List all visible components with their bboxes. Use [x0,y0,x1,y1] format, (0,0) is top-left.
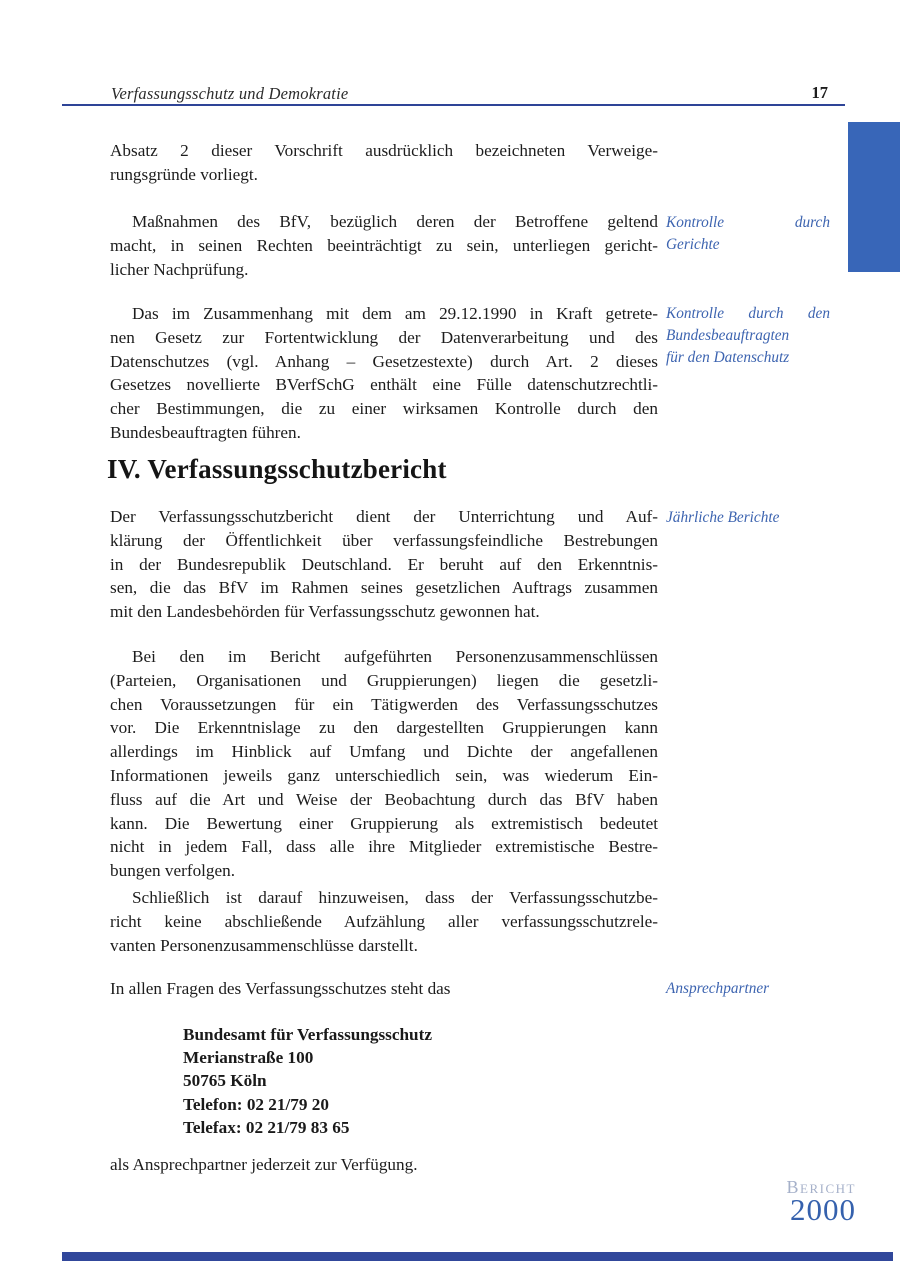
text-line: in der Bundesrepublik Deutschland. Er beruht auf den Erkenntnis- [110,554,658,574]
bericht-2000-logo [696,1178,856,1225]
margin-note [666,303,830,368]
text-line: für den Datenschutz [666,348,790,366]
text-line: Datenschutzes (vgl. Anhang – Gesetzestexte) durch Art. 2 dieses [110,351,658,371]
text-line: Das im Zusammenhang mit dem am 29.12.1990 in Kraft getrete- [132,304,658,323]
margin-note [666,212,830,256]
text-line: bungen verfolgen. [110,861,236,881]
paragraph [110,886,658,957]
footer-bar [62,1252,893,1261]
text-line: macht, in seinen Rechten beeinträchtigt zu sein, unterliegen gericht- [110,235,658,255]
header-rule [62,104,845,106]
text-line: Kontrolle durch den [666,305,830,322]
text-line: Gerichte [666,235,720,253]
text-line: fluss auf die Art und Weise der Beobachtung durch das BfV haben [110,789,658,809]
text-line: (Parteien, Organisationen und Gruppierungen) liegen die gesetzli- [110,670,658,690]
text-line: vanten Personenzusammenschlüsse darstellt. [110,935,418,955]
closing-line: als Ansprechpartner jederzeit zur Verfügung. [110,1155,418,1174]
address-block [183,1023,432,1139]
paragraph [110,210,658,281]
text-line: Jährliche Berichte [666,509,780,526]
text-line: chen Voraussetzungen für ein Tätigwerden des Verfassungsschutzes [110,694,658,714]
paragraph [110,139,658,187]
text-line: Telefon: 02 21/79 20 [183,1094,329,1114]
text-line: nicht in jedem Fall, dass alle ihre Mitglieder extremistische Bestre- [110,837,658,857]
text-line: licher Nachprüfung. [110,259,249,279]
text-line: nen Gesetz zur Fortentwicklung der Datenverarbeitung und des [110,327,658,347]
text-line: Gesetzes novellierte BVerfSchG enthält eine Fülle datenschutzrechtli- [110,375,658,395]
text-line: Bundesbeauftragten [666,326,790,344]
text-line: Absatz 2 dieser Vorschrift ausdrücklich bezeichneten Verweige- [110,141,658,160]
running-header-title: Verfassungsschutz und Demokratie [111,84,349,103]
text-line: Bei den im Bericht aufgeführten Personenzusammenschlüssen [132,647,658,666]
logo-year-text: 2000 [790,1192,856,1227]
text-line: Schließlich ist darauf hinzuweisen, dass der Verfassungsschutzbe- [132,888,658,907]
margin-note [666,978,830,1000]
margin-note [666,507,830,529]
text-line: vor. Die Erkenntnislage zu den dargestellten Gruppierungen kann [110,718,658,738]
text-line: Kontrolle durch [666,214,830,231]
text-line: allerdings im Hinblick auf Umfang und Dichte der angefallenen [110,742,658,762]
paragraph [110,505,658,624]
paragraph [110,977,658,1001]
page-number: 17 [811,83,828,102]
chapter-tab-marker [848,122,900,272]
text-line: In allen Fragen des Verfassungsschutzes steht das [110,979,451,998]
paragraph [110,645,658,883]
text-line: sen, die das BfV im Rahmen seines gesetzlichen Auftrags zusammen [110,578,658,598]
section-heading: IV. Verfassungsschutzbericht [107,454,447,484]
text-line: Telefax: 02 21/79 83 65 [183,1117,350,1137]
paragraph [110,302,658,445]
text-line: mit den Landesbehörden für Verfassungsschutz gewonnen hat. [110,602,540,622]
text-line: Der Verfassungsschutzbericht dient der Unterrichtung und Auf- [110,507,658,526]
text-line: klärung der Öffentlichkeit über verfassungsfeindliche Bestrebungen [110,530,658,550]
text-line: Ansprechpartner [666,980,770,997]
text-line: Bundesbeauftragten führen. [110,422,301,442]
logo-bericht-text: Bericht [786,1177,856,1197]
text-line: Bundesamt für Verfassungsschutz [183,1025,432,1044]
text-line: cher Bestimmungen, die zu einer wirksamen Kontrolle durch den [110,399,658,419]
text-line: richt keine abschließende Aufzählung aller verfassungsschutzrele- [110,911,658,931]
text-line: Maßnahmen des BfV, bezüglich deren der Betroffene geltend [132,212,658,231]
text-line: Merianstraße 100 [183,1048,314,1068]
text-line: 50765 Köln [183,1071,267,1091]
text-line: kann. Die Bewertung einer Gruppierung als extremistisch bedeutet [110,813,658,833]
text-line: rungsgründe vorliegt. [110,164,258,184]
text-line: Informationen jeweils ganz unterschiedlich sein, was wiederum Ein- [110,765,658,785]
